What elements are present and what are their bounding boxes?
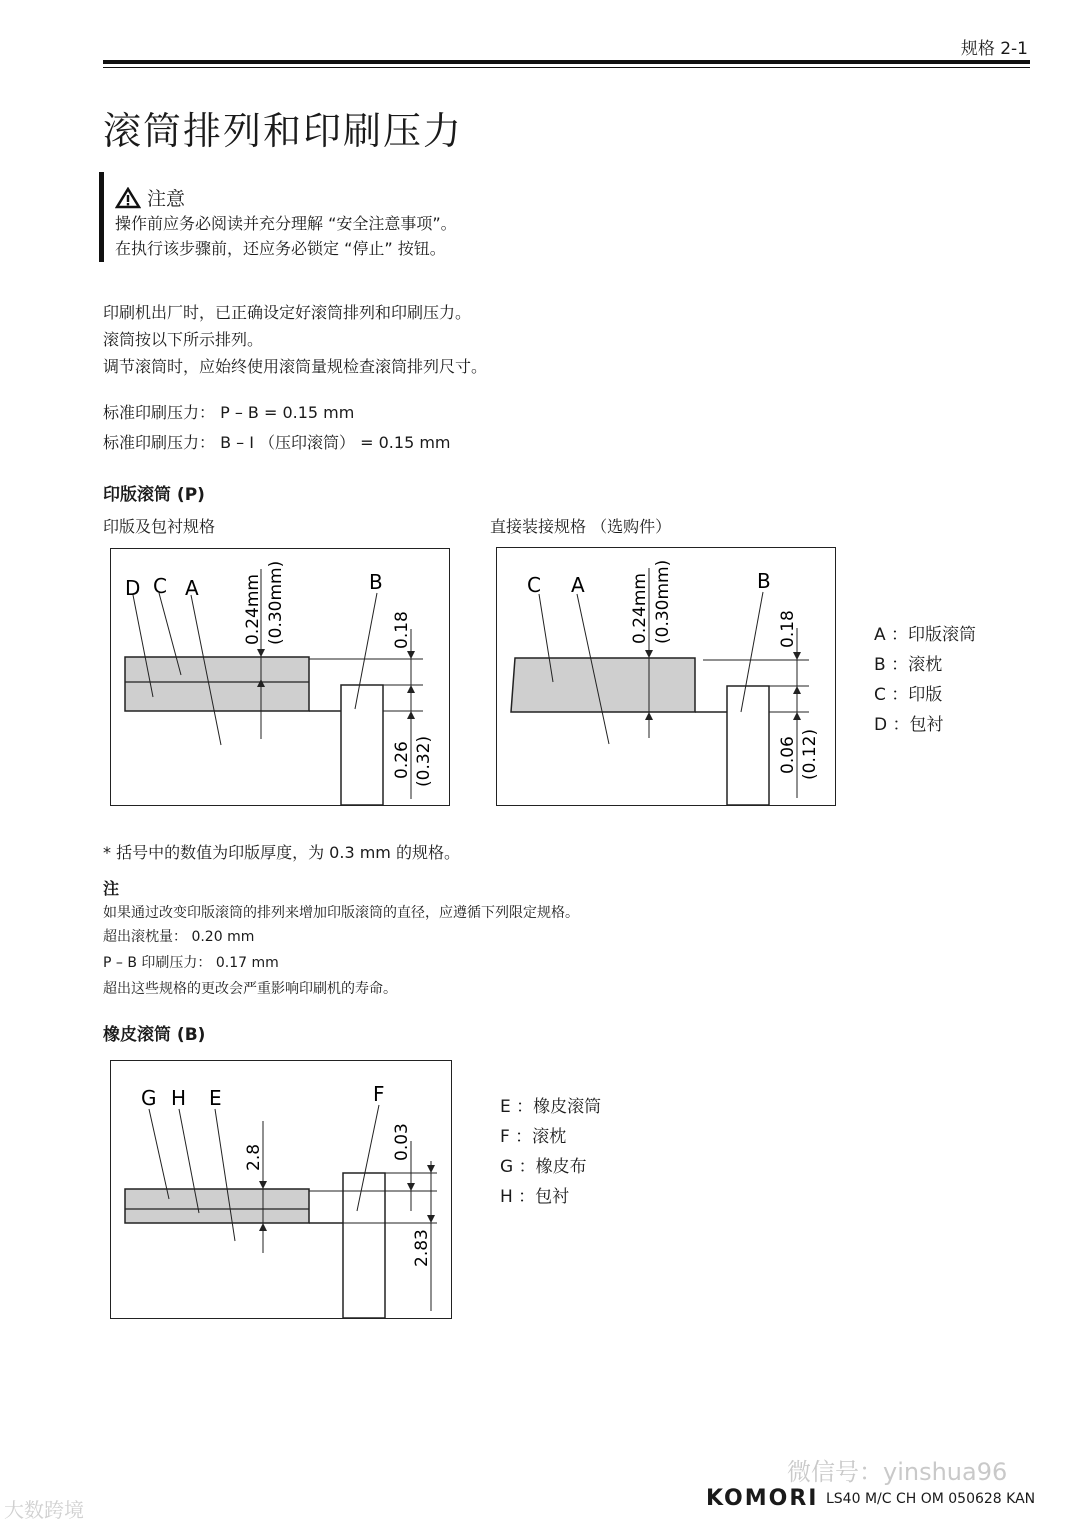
bearer-shape [341, 685, 383, 805]
label-f: F [373, 1082, 385, 1106]
footnote: * 括号中的数值为印版厚度，为 0.3 mm 的规格。 [103, 843, 460, 862]
caution-line-1: 操作前应务必阅读并充分理解 “安全注意事项”。 [115, 214, 457, 233]
legend-item-g: G ：橡皮布 [500, 1157, 587, 1177]
legend-item-e: E ：橡皮滚筒 [500, 1097, 602, 1117]
dim-top: 0.24mm [243, 574, 263, 645]
note-line-1: 如果通过改变印版滚筒的排列来增加印版滚筒的直径，应遵循下列限定规格。 [103, 905, 579, 921]
header-rule [103, 60, 1030, 64]
dim-top-alt-2: (0.30mm) [653, 559, 673, 644]
header-rule-thin [103, 67, 1030, 68]
figure-direct-mount [496, 547, 836, 806]
dim-bearer: 0.26 [392, 741, 412, 779]
dim-top-2: 0.24mm [630, 573, 650, 644]
label-a-2: A [571, 573, 585, 597]
dim-overhang-2: 0.18 [778, 610, 798, 648]
label-e: E [209, 1086, 222, 1110]
label-h: H [171, 1086, 187, 1110]
plate-shape [511, 658, 695, 712]
label-c: C [153, 574, 167, 598]
legend-item-d: D ：包衬 [874, 715, 944, 735]
dim-overhang-3: 0.03 [392, 1123, 412, 1161]
komori-logo: KOMORI [706, 1486, 819, 1511]
warning-icon [115, 187, 141, 209]
label-b: B [369, 570, 383, 594]
corner-watermark: 大数跨境 [4, 1498, 84, 1522]
caution-heading [115, 184, 185, 211]
legend-item-b: B ：滚枕 [874, 655, 943, 675]
note-heading: 注 [103, 879, 120, 898]
dim-top-alt: (0.30mm) [266, 560, 286, 645]
legend-item-f: F ：滚枕 [500, 1127, 567, 1147]
label-g: G [141, 1086, 157, 1110]
dim-top-3: 2.8 [244, 1143, 264, 1171]
page-number-label: 规格 2-1 [960, 39, 1028, 59]
caution-line-2: 在执行该步骤前，还应务必锁定 “停止” 按钮。 [115, 239, 446, 258]
page-title: 滚筒排列和印刷压力 [103, 109, 464, 153]
label-b-2: B [757, 569, 771, 593]
blanket-cylinder-heading: 橡皮滚筒 (B) [103, 1025, 206, 1045]
plate-cylinder-heading: 印版滚筒 (P) [103, 485, 205, 505]
dim-bearer-2: 0.06 [778, 736, 798, 774]
plate-packing-shape [125, 657, 309, 711]
intro-line-3: 调节滚筒时，应始终使用滚筒量规检查滚筒排列尺寸。 [103, 357, 488, 376]
bearer-shape-2 [727, 686, 769, 805]
bearer-shape-3 [343, 1173, 385, 1318]
intro-line-2: 滚筒按以下所示排列。 [103, 330, 264, 349]
legend-item-h: H ：包衬 [500, 1187, 570, 1207]
note-line-4: 超出这些规格的更改会严重影响印刷机的寿命。 [103, 981, 397, 997]
dim-overhang: 0.18 [392, 611, 412, 649]
legend-item-a: A ：印版滚筒 [874, 625, 977, 645]
dim-bearer-alt: (0.32) [414, 735, 434, 787]
intro-line-1: 印刷机出厂时，已正确设定好滚筒排列和印刷压力。 [103, 303, 472, 322]
leader-g [149, 1109, 169, 1199]
figure-plate-packing [110, 548, 450, 806]
figure-blanket [110, 1060, 452, 1319]
document-code: LS40 M/C CH OM 050628 KAN [826, 1491, 1036, 1507]
pressure-line-2: 标准印刷压力： B – I （压印滚筒） = 0.15 mm [103, 433, 451, 452]
legend-item-c: C ：印版 [874, 685, 943, 705]
dim-bearer-alt-2: (0.12) [800, 728, 820, 780]
figure-1-caption: 印版及包衬规格 [103, 517, 216, 536]
caution-heading-text: 注意 [147, 188, 186, 210]
blanket-shape [125, 1189, 309, 1223]
dim-bearer-3: 2.83 [412, 1229, 432, 1267]
label-d: D [125, 576, 141, 600]
label-c-2: C [527, 573, 541, 597]
note-line-3: P – B 印刷压力： 0.17 mm [103, 955, 279, 971]
pressure-line-1: 标准印刷压力： P – B = 0.15 mm [103, 403, 355, 422]
wechat-watermark: 微信号：yinshua96 [787, 1458, 1008, 1486]
note-line-2: 超出滚枕量： 0.20 mm [103, 929, 255, 945]
label-a: A [185, 576, 199, 600]
caution-bar [99, 172, 104, 262]
figure-2-caption: 直接装接规格 （选购件） [490, 517, 672, 536]
